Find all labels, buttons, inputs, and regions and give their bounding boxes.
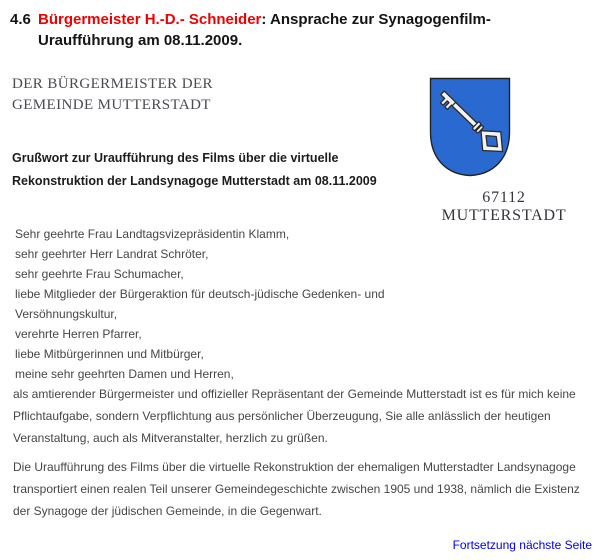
body-paragraph-1: als amtierender Bürgermeister und offizieller Repräsentant der Gemeinde Mutterstadt ist es für mich keine Pflichtaufgabe, sondern Verpflichtung aus persönlicher Überzeugung, Sie alle anlässlich der heutigen Veranstaltung, auch als Mitveranstalter, herzlich zu grüßen.: [13, 387, 576, 445]
subject-line1: Grußwort zur Uraufführung des Films über die virtuelle: [12, 151, 339, 165]
salutation-line: Sehr geehrte Frau Landtagsvizepräsidentin Klamm,: [15, 227, 290, 241]
salutation-line: liebe Mitbürgerinnen und Mitbürger,: [15, 347, 204, 361]
section-heading: [10, 9, 594, 51]
letterhead-line2: GEMEINDE MUTTERSTADT: [12, 97, 211, 113]
coat-of-arms-caption: 67112 MUTTERSTADT: [441, 189, 567, 224]
salutation-block: [15, 224, 385, 384]
letterhead: [12, 74, 213, 116]
section-title-rest: : Ansprache zur Synagogenfilm-: [261, 11, 491, 28]
subject-line: [12, 147, 377, 193]
shield-with-key-icon: [428, 76, 512, 178]
salutation-line: sehr geehrter Herr Landrat Schröter,: [15, 247, 209, 261]
section-title-line2: Uraufführung am 08.11.2009.: [38, 32, 243, 49]
section-title: [38, 9, 491, 51]
salutation-line: meine sehr geehrten Damen und Herren,: [15, 367, 234, 381]
salutation-line: verehrte Herren Pfarrer,: [15, 327, 142, 341]
mutterstadt-coat-of-arms: [428, 76, 512, 178]
letterhead-line1: DER BÜRGERMEISTER DER: [12, 76, 213, 92]
section-number: 4.6: [10, 11, 31, 28]
salutation-line: liebe Mitglieder der Bürgeraktion für deutsch-jüdische Gedenken- und: [15, 287, 385, 301]
salutation-line: sehr geehrte Frau Schumacher,: [15, 267, 184, 281]
continuation-link[interactable]: Fortsetzung nächste Seite: [452, 538, 592, 552]
section-title-name: Bürgermeister H.-D.- Schneider: [38, 11, 262, 28]
subject-line2: Rekonstruktion der Landsynagoge Mutterstadt am 08.11.2009: [12, 174, 377, 188]
salutation-line: Versöhnungskultur,: [15, 307, 118, 321]
body-paragraph-2: Die Uraufführung des Films über die virtuelle Rekonstruktion der ehemaligen Mutterstadter Landsynagoge transportiert einen realen Teil unserer Gemeindegeschichte zwischen 1905 und 1938, nämlich die Existenz der Synagoge der jüdischen Gemeinde, in die Gegenwart.: [13, 460, 580, 518]
